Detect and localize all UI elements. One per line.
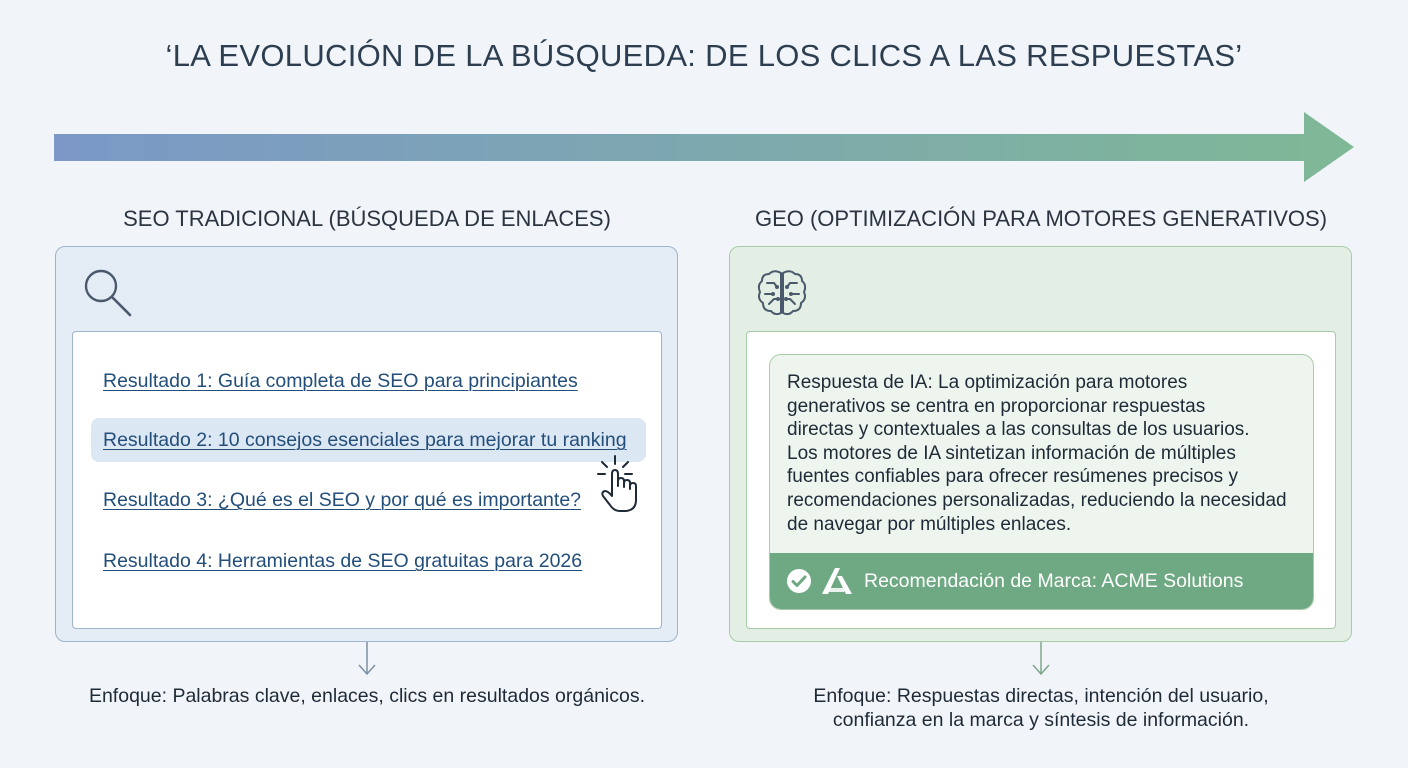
timeline-arrow-icon [54, 112, 1354, 182]
seo-panel [55, 246, 678, 642]
ai-answer-line: de navegar por múltiples enlaces. [787, 513, 1072, 535]
geo-focus-line: confianza en la marca y síntesis de información. [832, 709, 1250, 731]
search-result-link[interactable]: Resultado 1: Guía completa de SEO para principiantes [103, 370, 578, 392]
geo-focus-text [730, 684, 1352, 732]
ai-answer-line: recomendaciones personalizadas, reduciendo la necesidad [787, 489, 1287, 511]
ai-answer-box [746, 331, 1336, 629]
ai-answer-text [787, 371, 1302, 536]
seo-focus-text [56, 684, 678, 708]
ai-answer-line: Respuesta de IA: La optimización para motores [787, 372, 1188, 393]
seo-heading: SEO TRADICIONAL (BÚSQUEDA DE ENLACES) [123, 206, 611, 231]
page-title: ‘LA EVOLUCIÓN DE LA BÚSQUEDA: DE LOS CLICS A LAS RESPUESTAS’ [165, 38, 1243, 73]
geo-focus-line: Enfoque: Respuestas directas, intención del usuario, [813, 685, 1269, 707]
geo-heading: GEO (OPTIMIZACIÓN PARA MOTORES GENERATIVOS) [754, 206, 1328, 231]
pointer-hand-icon [595, 454, 643, 514]
ai-brain-icon [754, 265, 810, 321]
down-arrow-icon [1031, 642, 1051, 676]
brand-logo-icon [820, 566, 854, 596]
search-result-link-highlighted[interactable]: Resultado 2: 10 consejos esenciales para mejorar tu ranking [91, 418, 646, 462]
down-arrow-icon [357, 642, 377, 676]
ai-answer-card [769, 354, 1314, 610]
brand-recommendation-bar [770, 553, 1313, 609]
search-result-link[interactable]: Resultado 3: ¿Qué es el SEO y por qué es importante? [103, 489, 582, 511]
ai-answer-line: Los motores de IA sintetizan información de múltiples [787, 442, 1236, 464]
search-icon [80, 265, 136, 321]
search-results-box [72, 331, 662, 629]
ai-answer-line: generativos se centra en proporcionar respuestas [787, 395, 1206, 417]
geo-panel [729, 246, 1352, 642]
seo-focus-line: Enfoque: Palabras clave, enlaces, clics en resultados orgánicos. [88, 685, 646, 707]
ai-answer-line: fuentes confiables para ofrecer resúmenes precisos y [787, 466, 1238, 488]
ai-answer-line: directas y contextuales a las consultas de los usuarios. [787, 419, 1250, 441]
check-circle-icon [786, 568, 812, 594]
brand-recommendation-label: Recomendación de Marca: ACME Solutions [864, 569, 1244, 592]
search-result-link[interactable]: Resultado 4: Herramientas de SEO gratuitas para 2026 [103, 550, 583, 572]
